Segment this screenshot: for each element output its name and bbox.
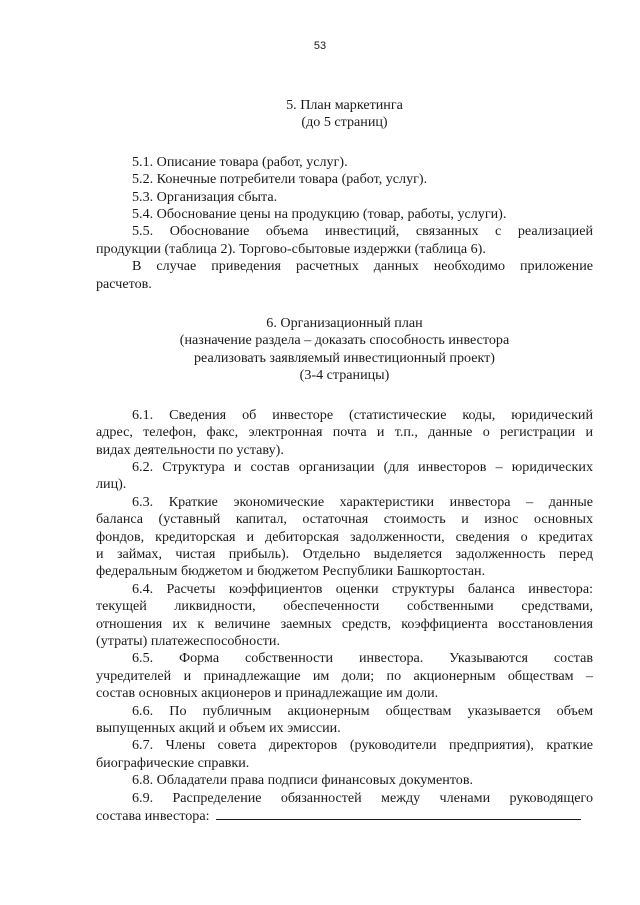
final-line-label: состава инвестора: (96, 808, 210, 825)
page-number: 53 (313, 40, 327, 52)
section6-item-line: текущей ликвидности, обеспеченности собственными средствами, (96, 598, 593, 615)
section5-item-paragraph (96, 171, 593, 188)
section5-item-line: 5.4. Обоснование цены на продукцию (товар, работы, услуги). (132, 206, 507, 223)
section6-item-line: 6.2. Структура и состав организации (для инвесторов – юридических (132, 458, 593, 475)
section6-item-line: баланса (уставный капитал, остаточная стоимость и износ основных (96, 511, 593, 528)
section6-item-line: и займах, чистая прибыль). Отдельно выделяется задолженность перед (96, 545, 593, 562)
section6-item-line: 6.3. Краткие экономические характеристики инвестора – данные (132, 493, 593, 510)
section5-title: 5. План маркетинга (286, 97, 403, 113)
section6-subtitle-1: (назначение раздела – доказать способность инвестора (179, 332, 510, 349)
section5-item-paragraph (96, 154, 593, 171)
section6-item-line: адрес, телефон, факс, электронная почта и т.п., данные о регистрации и (96, 424, 593, 441)
section5-item-line: продукции (таблица 2). Торгово-сбытовые издержки (таблица 6). (96, 240, 486, 257)
section6-item-paragraph (96, 407, 593, 459)
section6-items (96, 407, 593, 807)
document-body (96, 97, 593, 825)
section5-item-line: расчетов. (96, 275, 152, 292)
section6-item-paragraph (96, 703, 593, 738)
section6-item-line: выпущенных акций и объем их эмиссии. (96, 720, 341, 736)
section5-item-paragraph (96, 223, 593, 258)
section6-item-paragraph (96, 650, 593, 702)
section6-item-line: лиц). (96, 476, 127, 493)
section6-subtitle-3: (3-4 страницы) (299, 367, 390, 384)
section6-subtitle-2: реализовать заявляемый инвестиционный проект) (194, 349, 495, 366)
section5-item-line: 5.2. Конечные потребители товара (работ, услуг). (132, 171, 428, 188)
section5-items (96, 154, 593, 293)
section5-item-line: В случае приведения расчетных данных необходимо приложение (132, 258, 593, 275)
section5-item-paragraph (96, 206, 593, 223)
section6-item-line: фондов, кредиторская и дебиторская задолженности, сведения о кредитах (96, 528, 593, 545)
section6-item-line: видах деятельности по уставу). (96, 441, 284, 458)
section6-item-line: 6.7. Члены совета директоров (руководители предприятия), краткие (132, 737, 593, 754)
section6-item-paragraph (96, 459, 593, 494)
section6-item-line: 6.8. Обладатели права подписи финансовых документов. (132, 772, 474, 789)
section6-item-line: биографические справки. (96, 754, 250, 771)
section5-subtitle: (до 5 страниц) (301, 114, 388, 131)
section5-item-paragraph (96, 189, 593, 206)
section6-item-paragraph (96, 790, 593, 807)
section5-item-paragraph (96, 258, 593, 293)
blank-fill-line (216, 807, 581, 820)
section6-item-line: отношения их к величине заемных средств, коэффициента восстановления (96, 615, 593, 632)
final-line (96, 807, 593, 825)
section5-item-line: 5.1. Описание товара (работ, услуг). (132, 153, 348, 170)
section6-item-paragraph (96, 772, 593, 789)
section6-item-paragraph (96, 737, 593, 772)
section6-item-paragraph (96, 494, 593, 581)
section6-item-line: 6.4. Расчеты коэффициентов оценки структуры баланса инвестора: (132, 580, 593, 597)
section6-title: 6. Организационный план (266, 315, 423, 332)
section6-item-line: (утраты) платежеспособности. (96, 632, 280, 649)
section6-item-line: 6.6. По публичным акционерным обществам указывается объем (132, 702, 593, 719)
section5-item-line: 5.5. Обоснование объема инвестиций, связанных с реализацией (132, 223, 593, 240)
section6-item-line: 6.1. Сведения об инвесторе (статистические коды, юридический (132, 406, 593, 423)
section6-item-paragraph (96, 581, 593, 651)
section6-item-line: 6.5. Форма собственности инвестора. Указываются состав (132, 650, 593, 667)
section6-item-line: 6.9. Распределение обязанностей между членами руководящего (132, 789, 593, 806)
section6-item-line: федеральным бюджетом и бюджетом Республики Башкортостан. (96, 563, 486, 580)
section6-item-line: учредителей и принадлежащие им доли; по акционерным обществам – (96, 667, 593, 684)
section5-item-line: 5.3. Организация сбыта. (132, 188, 278, 205)
section6-item-line: состав основных акционеров и принадлежащие им доли. (96, 685, 439, 702)
